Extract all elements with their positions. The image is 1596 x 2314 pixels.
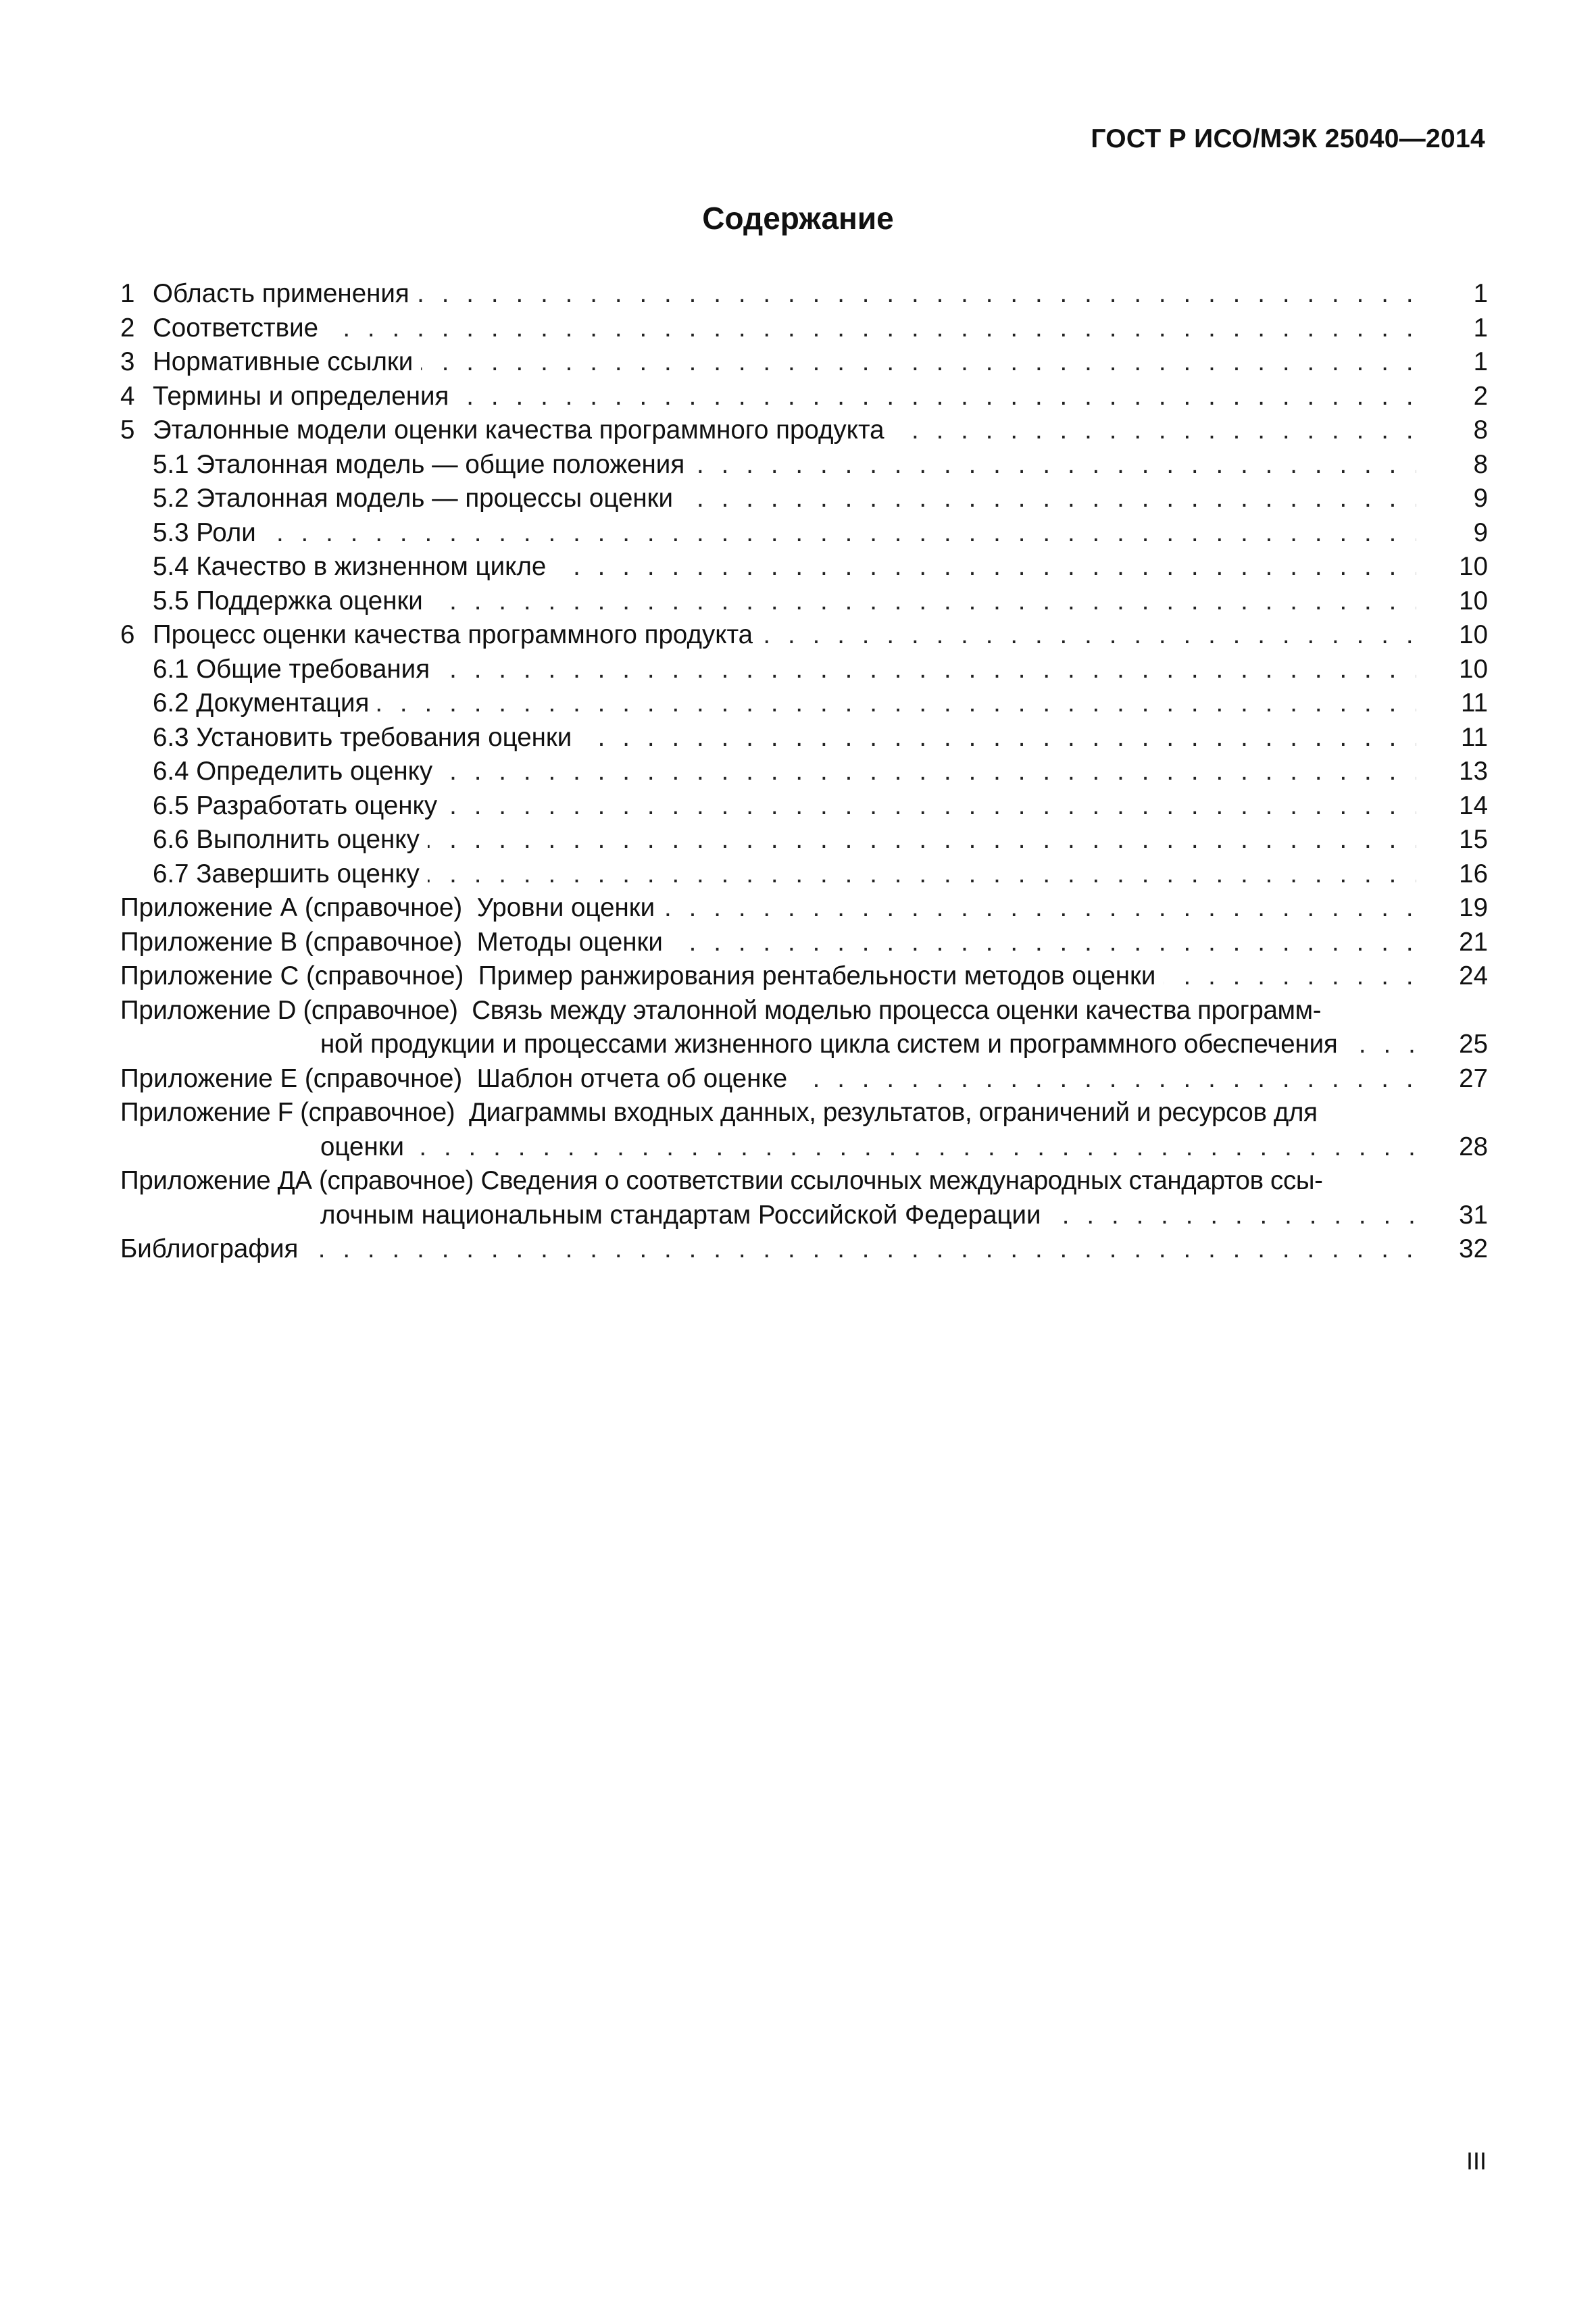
toc-entry-page: 9 [1473,518,1488,547]
toc-entry-title: Приложение А (справочное) Уровни оценки [120,893,663,922]
toc-entry-title: Библиография [120,1234,306,1263]
toc-subentry[interactable] [120,789,1488,824]
toc-subentry[interactable] [120,653,1488,687]
toc-entry-title: 5.2 Эталонная модель — процессы оценки [153,484,681,513]
toc-appendix-entry[interactable] [120,1062,1488,1097]
toc-entry-title: 6.5 Разработать оценку [153,791,445,820]
toc-entry-title: Нормативные ссылки [153,347,414,376]
toc-entry-page: 13 [1459,757,1488,786]
toc-appendix-entry[interactable] [120,994,1488,1062]
toc-entry-title: 5.5 Поддержка оценки [153,586,431,615]
toc-entry-page: 10 [1459,586,1488,615]
toc-entry-continuation: ной продукции и процессами жизненного цикла систем и программного обеспечения [320,1030,1346,1059]
toc-entry-title: Термины и определения [153,381,449,411]
toc-entry-title: 6.3 Установить требования оценки [153,723,580,752]
toc-appendix-entry[interactable] [120,1096,1488,1164]
toc-entry-title: 6.4 Определить оценку [153,757,441,786]
toc-subentry[interactable] [120,584,1488,619]
toc-entry-title: 5.1 Эталонная модель — общие положения [153,450,693,479]
toc-entry-continuation: лочным национальным стандартам Российской Федерации [320,1201,1049,1230]
toc-entry-title: Процесс оценки качества программного продукта [153,620,753,649]
toc-entry-page: 28 [1459,1132,1488,1161]
toc-entry-title: Приложение D (справочное) Связь между эталонной моделью процесса оценки качества программ- [120,996,1329,1025]
toc-appendix-entry[interactable] [120,891,1488,926]
toc-entry-number: 2 [120,313,135,343]
toc-subentry[interactable] [120,516,1488,551]
toc-subentry[interactable] [120,823,1488,857]
toc-appendix-entry[interactable] [120,926,1488,960]
toc-entry-page: 8 [1473,449,1488,479]
toc-subentry[interactable] [120,857,1488,892]
toc-entry-page: 8 [1473,416,1488,445]
toc-entry-page: 21 [1459,927,1488,957]
toc-entry-continuation: оценки [320,1132,412,1161]
toc-entry-title: Эталонные модели оценки качества программного продукта [153,416,884,445]
toc-entry-title: Приложение Е (справочное) Шаблон отчета об оценке [120,1064,795,1093]
toc-entry[interactable] [120,311,1488,346]
toc-subentry[interactable] [120,721,1488,755]
toc-entry-page: 31 [1459,1200,1488,1230]
toc-entry-title: 6.6 Выполнить оценку [153,825,428,854]
toc-entry-page: 1 [1473,347,1488,376]
toc-entry-title: Приложение В (справочное) Методы оценки [120,928,671,957]
page-title: Содержание [702,201,894,236]
toc-subentry[interactable] [120,482,1488,516]
toc-entry-number: 5 [120,416,135,445]
toc-entry-page: 9 [1473,484,1488,513]
toc-entry-title: 6.2 Документация [153,688,377,718]
toc-subentry[interactable] [120,448,1488,482]
toc-entry-title: Приложение С (справочное) Пример ранжирования рентабельности методов оценки [120,961,1164,990]
toc-entry-title: Область применения [153,279,409,308]
toc-subentry[interactable] [120,755,1488,789]
toc-entry-page: 10 [1459,552,1488,581]
toc-entry-number: 4 [120,381,135,411]
table-of-contents [120,277,1488,1267]
toc-subentry[interactable] [120,550,1488,584]
toc-entry-page: 16 [1459,859,1488,888]
toc-entry[interactable] [120,413,1488,448]
toc-entry-title: Приложение ДА (справочное) Сведения о соответствии ссылочных международных стандартов ссы- [120,1166,1331,1195]
toc-entry-number: 1 [120,279,135,308]
toc-entry-page: 24 [1459,961,1488,990]
toc-entry-page: 27 [1459,1063,1488,1093]
toc-entry[interactable] [120,277,1488,311]
toc-subentry[interactable] [120,686,1488,721]
toc-entry-page: 2 [1473,381,1488,411]
toc-appendix-entry[interactable] [120,959,1488,994]
toc-entry[interactable] [120,1232,1488,1267]
toc-entry-title: Приложение F (справочное) Диаграммы входных данных, результатов, ограничений и ресурсов для [120,1098,1326,1127]
page-number: III [1466,2147,1487,2175]
document-code: ГОСТ Р ИСО/МЭК 25040—2014 [1091,124,1485,153]
toc-entry-page: 19 [1459,893,1488,922]
toc-entry-page: 32 [1459,1234,1488,1263]
toc-entry-page: 15 [1459,825,1488,854]
toc-entry-page: 1 [1473,279,1488,308]
toc-entry[interactable] [120,380,1488,414]
toc-entry[interactable] [120,618,1488,653]
toc-entry-title: 5.3 Роли [153,518,264,547]
toc-entry-number: 6 [120,620,135,649]
toc-entry-page: 11 [1461,722,1488,752]
toc-entry-page: 14 [1459,790,1488,820]
toc-entry-title: 5.4 Качество в жизненном цикле [153,552,554,581]
toc-entry-title: 6.7 Завершить оценку [153,859,428,888]
toc-entry-title: 6.1 Общие требования [153,655,438,684]
toc-entry-page: 10 [1459,654,1488,684]
toc-entry-page: 25 [1459,1030,1488,1059]
toc-entry-title: Соответствие [153,313,319,343]
toc-entry[interactable] [120,345,1488,380]
toc-entry-page: 1 [1473,313,1488,343]
toc-appendix-entry[interactable] [120,1164,1488,1232]
toc-entry-page: 10 [1459,620,1488,649]
toc-entry-number: 3 [120,347,135,376]
toc-entry-page: 11 [1461,688,1488,718]
